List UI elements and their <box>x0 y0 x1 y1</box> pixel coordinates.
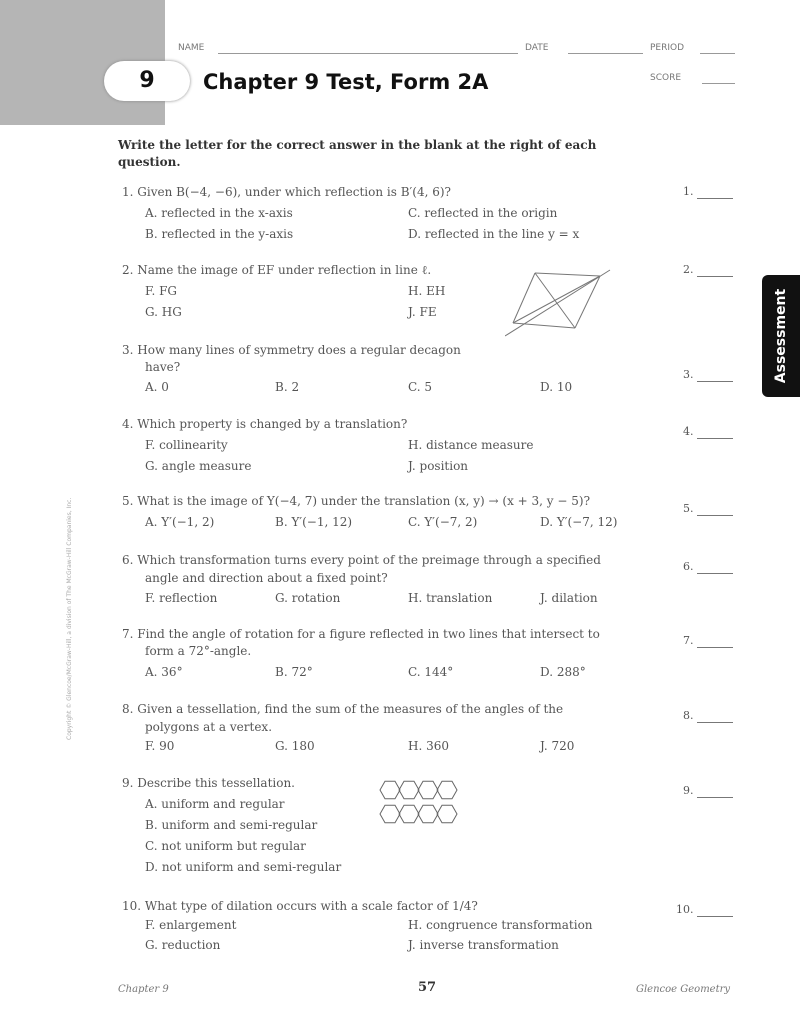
hexagon <box>418 805 438 822</box>
answer-option: H. congruence transformation <box>408 918 593 932</box>
answer-line[interactable] <box>697 368 733 382</box>
answer-option: C. 5 <box>408 380 433 394</box>
answer-blank[interactable] <box>683 368 733 382</box>
assessment-label: Assessment <box>773 288 789 384</box>
question-text: 8. Given a tessellation, find the sum of the measures of the angles of the <box>122 702 564 716</box>
answer-option: B. 2 <box>275 380 300 394</box>
answer-option: G. rotation <box>275 591 341 605</box>
date-label: DATE <box>525 43 549 53</box>
answer-line[interactable] <box>697 709 733 723</box>
answer-option: G. angle measure <box>145 459 252 473</box>
question-text: 6. Which transformation turns every point of the preimage through a specified <box>122 553 601 567</box>
answer-option: J. dilation <box>540 591 598 605</box>
answer-option: B. 72° <box>275 665 313 679</box>
answer-blank[interactable] <box>683 634 733 648</box>
question-text: 5. What is the image of Y(−4, 7) under the translation (x, y) → (x + 3, y − 5)? <box>122 494 591 508</box>
answer-option: F. reflection <box>145 591 218 605</box>
date-line[interactable] <box>568 53 643 54</box>
answer-option: B. uniform and semi-regular <box>145 818 318 832</box>
answer-option: D. 288° <box>540 665 586 679</box>
answer-option: H. translation <box>408 591 493 605</box>
answer-option: D. Y′(−7, 12) <box>540 515 618 529</box>
answer-option: J. inverse transformation <box>408 938 559 952</box>
name-label: NAME <box>178 43 205 53</box>
question-text-cont: polygons at a vertex. <box>145 720 273 734</box>
answer-option: G. 180 <box>275 739 315 753</box>
answer-option: F. FG <box>145 284 177 298</box>
question-text-cont: have? <box>145 360 181 374</box>
footer-book: Glencoe Geometry <box>636 984 731 995</box>
answer-option: G. HG <box>145 305 182 319</box>
answer-line[interactable] <box>697 185 733 199</box>
answer-option: B. Y′(−1, 12) <box>275 515 353 529</box>
answer-line[interactable] <box>697 634 733 648</box>
answer-number: 5. <box>683 502 694 515</box>
answer-option: H. EH <box>408 284 446 298</box>
hexagon <box>399 805 419 822</box>
question-text: 3. How many lines of symmetry does a regular decagon <box>122 343 461 357</box>
answer-option: H. distance measure <box>408 438 534 452</box>
name-line[interactable] <box>218 53 518 54</box>
score-line[interactable] <box>702 83 735 84</box>
copyright: Copyright © Glencoe/McGraw-Hill, a division of The McGraw-Hill Companies, Inc. <box>66 497 73 740</box>
hexagon <box>380 781 400 798</box>
question-text: 2. Name the image of EF under reflection in line ℓ. <box>122 263 432 277</box>
answer-option: D. 10 <box>540 380 573 394</box>
score-label: SCORE <box>650 73 682 83</box>
reflection-figure <box>505 268 615 338</box>
answer-number: 9. <box>683 784 694 797</box>
hexagon <box>437 781 457 798</box>
answer-option: C. not uniform but regular <box>145 839 306 853</box>
answer-number: 4. <box>683 425 694 438</box>
answer-option: C. Y′(−7, 2) <box>408 515 478 529</box>
page-number: 57 <box>418 980 437 995</box>
tessellation-figure <box>378 778 460 828</box>
answer-blank[interactable] <box>683 784 733 798</box>
answer-option: F. 90 <box>145 739 175 753</box>
answer-option: D. not uniform and semi-regular <box>145 860 342 874</box>
answer-line[interactable] <box>697 263 733 277</box>
answer-option: C. reflected in the origin <box>408 206 558 220</box>
hexagon <box>399 781 419 798</box>
answer-number: 8. <box>683 709 694 722</box>
instructions: Write the letter for the correct answer in the blank at the right of each question. <box>118 138 597 169</box>
question-text-cont: form a 72°-angle. <box>145 644 252 658</box>
answer-option: F. enlargement <box>145 918 237 932</box>
answer-option: B. reflected in the y-axis <box>145 227 294 241</box>
hexagon <box>418 781 438 798</box>
answer-blank[interactable] <box>683 502 733 516</box>
hexagon <box>380 805 400 822</box>
footer-chapter: Chapter 9 <box>118 984 169 995</box>
answer-number: 10. <box>676 903 694 916</box>
answer-blank[interactable] <box>683 185 733 199</box>
question-text: 10. What type of dilation occurs with a scale factor of 1/4? <box>122 899 478 913</box>
answer-line[interactable] <box>697 425 733 439</box>
answer-line[interactable] <box>697 560 733 574</box>
answer-line[interactable] <box>697 502 733 516</box>
answer-number: 3. <box>683 368 694 381</box>
answer-option: H. 360 <box>408 739 449 753</box>
answer-blank[interactable] <box>683 709 733 723</box>
answer-number: 1. <box>683 185 694 198</box>
answer-option: A. Y′(−1, 2) <box>145 515 215 529</box>
answer-option: D. reflected in the line y = x <box>408 227 580 241</box>
answer-number: 6. <box>683 560 694 573</box>
answer-option: F. collinearity <box>145 438 228 452</box>
question-text: 9. Describe this tessellation. <box>122 776 295 790</box>
answer-option: J. position <box>408 459 469 473</box>
answer-option: A. 0 <box>145 380 169 394</box>
assessment-tab <box>762 275 800 397</box>
answer-blank[interactable] <box>683 263 733 277</box>
question-text: 1. Given B(−4, −6), under which reflection is B′(4, 6)? <box>122 185 451 199</box>
answer-option: J. FE <box>408 305 437 319</box>
answer-option: C. 144° <box>408 665 454 679</box>
answer-blank[interactable] <box>676 903 733 917</box>
chapter-number-badge: 9 <box>104 61 190 101</box>
question-text: 4. Which property is changed by a translation? <box>122 417 408 431</box>
period-line[interactable] <box>700 53 735 54</box>
answer-number: 7. <box>683 634 694 647</box>
answer-option: A. uniform and regular <box>145 797 285 811</box>
hexagon <box>437 805 457 822</box>
question-text-cont: angle and direction about a fixed point? <box>145 571 388 585</box>
answer-line[interactable] <box>697 784 733 798</box>
answer-option: A. reflected in the x-axis <box>145 206 293 220</box>
page-title: Chapter 9 Test, Form 2A <box>203 70 489 94</box>
answer-blank[interactable] <box>683 425 733 439</box>
answer-option: G. reduction <box>145 938 221 952</box>
answer-option: J. 720 <box>540 739 575 753</box>
answer-number: 2. <box>683 263 694 276</box>
answer-blank[interactable] <box>683 560 733 574</box>
question-text: 7. Find the angle of rotation for a figure reflected in two lines that intersect to <box>122 627 600 641</box>
answer-option: A. 36° <box>145 665 183 679</box>
period-label: PERIOD <box>650 43 685 53</box>
answer-line[interactable] <box>697 903 733 917</box>
